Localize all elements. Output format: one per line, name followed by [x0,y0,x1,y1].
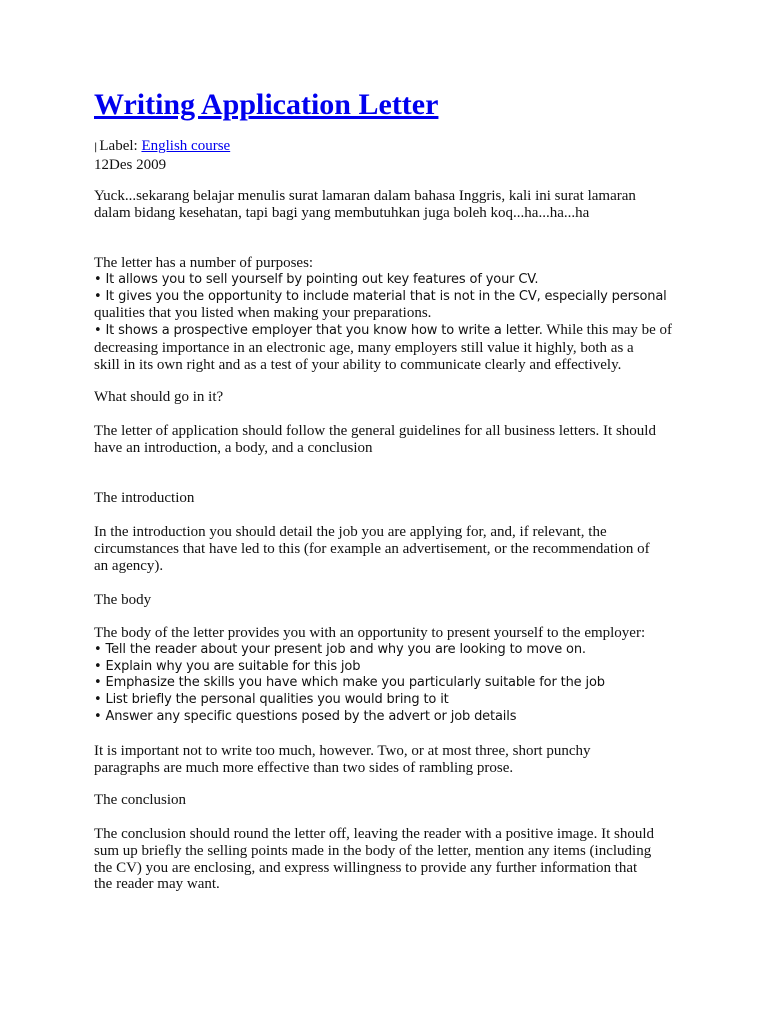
body-bullet: • Emphasize the skills you have which make you particularly suitable for the job [94,675,605,691]
purposes-paragraph [94,255,684,374]
purpose-item-serif: While this may be of [542,322,673,339]
purpose-item: • It allows you to sell yourself by pointing out key features of your CV. [94,271,539,287]
page-title [94,86,438,124]
purposes-heading: The letter has a number of purposes: [94,255,314,271]
section-heading: The conclusion [94,792,187,808]
purpose-item: • It gives you the opportunity to include material that is not in the CV, especially personal [94,288,667,304]
text-line: paragraphs are much more effective than two sides of rambling prose. [94,759,514,776]
body-heading [94,592,684,609]
text-line: The letter of application should follow the general guidelines for all business letters. It should [94,423,656,439]
section-heading: The body [94,592,152,608]
text-line: Yuck...sekarang belajar menulis surat lamaran dalam bahasa Inggris, kali ini surat lamaran [94,188,636,204]
body-paragraph [94,625,684,726]
body-bullet: • Answer any specific questions posed by the advert or job details [94,708,517,724]
text-line: In the introduction you should detail the job you are applying for, and, if relevant, the [94,524,607,540]
separator-bar: | [94,142,98,153]
conclusion-heading [94,792,684,809]
text-line: The conclusion should round the letter off, leaving the reader with a positive image. It should [94,826,654,842]
body-bullet: • List briefly the personal qualities you would bring to it [94,692,449,708]
purpose-item-sans: • It shows a prospective employer that you know how to write a letter. [94,323,543,339]
section-heading: What should go in it? [94,389,224,405]
post-date: 12Des 2009 [94,156,167,173]
purpose-item-continued: skill in its own right and as a test of your ability to communicate clearly and effectively. [94,356,622,373]
text-line: circumstances that have led to this (for example an advertisement, or the recommendation of [94,540,650,557]
intro-paragraph [94,188,684,222]
purpose-item-continued: decreasing importance in an electronic age, many employers still value it highly, both as a [94,339,634,356]
section-heading: The introduction [94,490,195,506]
label-link[interactable]: English course [141,138,231,154]
length-paragraph [94,743,684,777]
body-bullet: • Explain why you are suitable for this job [94,658,361,674]
label-prefix: Label: [99,138,142,154]
text-line: have an introduction, a body, and a conclusion [94,439,373,456]
text-line: an agency). [94,557,164,574]
body-bullet: • Tell the reader about your present job and why you are looking to move on. [94,641,586,657]
text-line: It is important not to write too much, however. Two, or at most three, short punchy [94,743,591,759]
purpose-item [94,322,684,340]
body-lead: The body of the letter provides you with an opportunity to present yourself to the employer: [94,625,646,641]
introduction-heading [94,490,684,507]
text-line: sum up briefly the selling points made in the body of the letter, mention any items (including [94,842,652,859]
title-link[interactable]: Writing Application Letter [94,88,439,121]
text-line: the reader may want. [94,876,220,893]
what-heading [94,389,684,406]
purpose-item-continued: qualities that you listed when making your preparations. [94,305,432,322]
text-line: the CV) you are enclosing, and express willingness to provide any further information that [94,859,638,876]
introduction-paragraph [94,524,684,574]
text-line: dalam bidang kesehatan, tapi bagi yang membutuhkan juga boleh koq...ha...ha...ha [94,204,590,221]
conclusion-paragraph [94,826,684,893]
post-meta [94,138,230,173]
guidelines-paragraph [94,423,684,457]
